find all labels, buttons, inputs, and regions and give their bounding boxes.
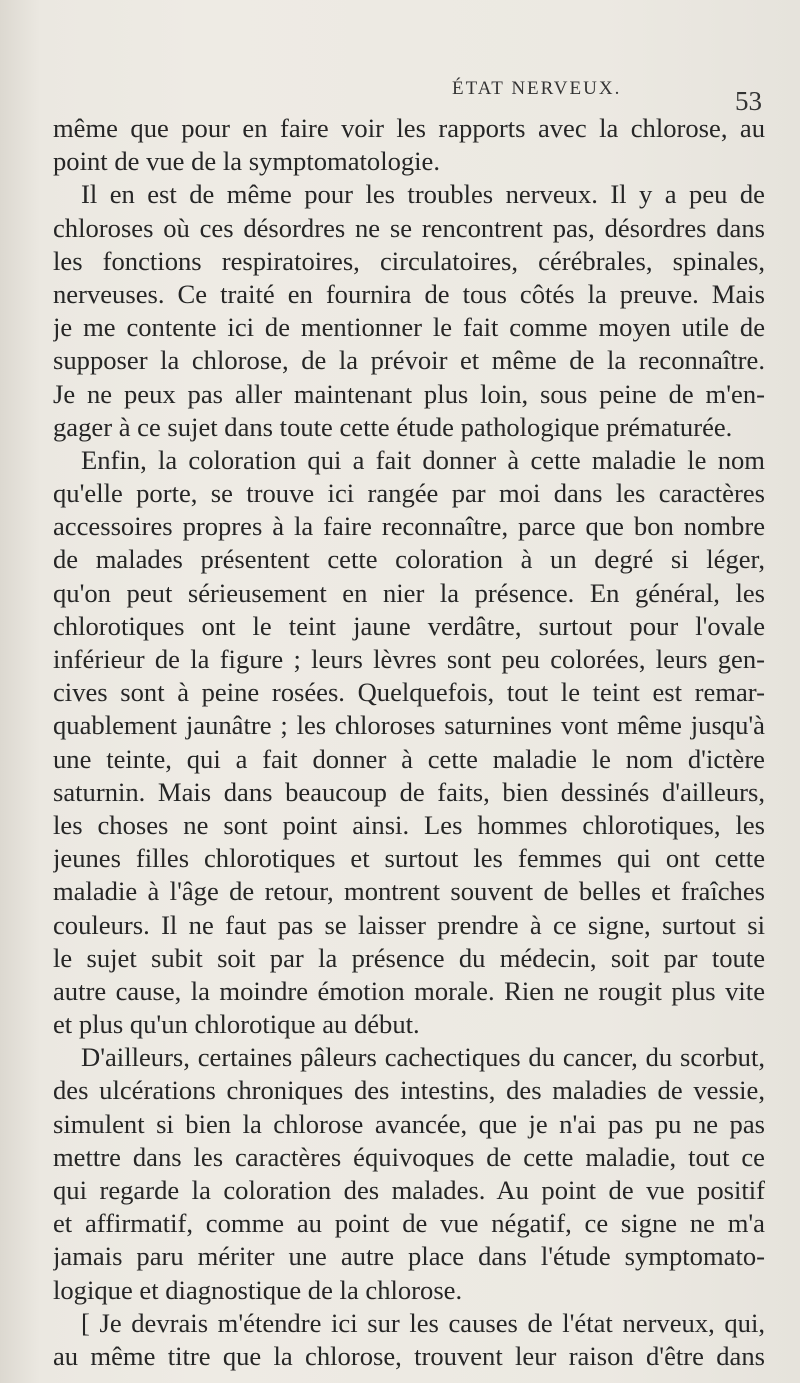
text-line: D'ailleurs, certaines pâleurs cachectiques du cancer, du scorbut, [81,1042,765,1073]
text-line: autre cause, la moindre émotion morale. Rien ne rougit plus vite [53,975,765,1006]
text-line: maladie à l'âge de retour, montrent souvent de belles et fraîches [53,876,765,907]
text-line: Il en est de même pour les troubles nerveux. Il y a peu de [81,179,765,210]
text-line: de malades présentent cette coloration à un degré si léger, [53,544,765,575]
page-number: 53 [735,86,762,116]
text-line: chlorotiques ont le teint jaune verdâtre, surtout pour l'ovale [53,610,765,641]
text-line: jamais paru mériter une autre place dans l'étude symptomato- [53,1241,765,1272]
text-line: gager à ce sujet dans toute cette étude pathologique prématurée. [53,411,733,442]
running-head [0,78,800,114]
text-line: cives sont à peine rosées. Quelquefois, tout le teint est remar- [53,677,765,708]
text-line: inférieur de la figure ; leurs lèvres sont peu colorées, leurs gen- [53,644,765,674]
text-line: accessoires propres à la faire reconnaître, parce que bon nombre [53,511,765,542]
text-line: nerveuses. Ce traité en fournira de tous côtés la preuve. Mais [53,278,765,309]
text-line: simulent si bien la chlorose avancée, que je n'ai pas pu ne pas [53,1108,765,1139]
text-line: le sujet subit soit par la présence du médecin, soit par toute [53,942,765,973]
text-line: même que pour en faire voir les rapports avec la chlorose, au [53,113,765,143]
text-line: point de vue de la symptomatologie. [53,146,441,177]
text-line: les fonctions respiratoires, circulatoires, cérébrales, spinales, [53,245,765,276]
text-line: quablement jaunâtre ; les chloroses saturnines vont même jusqu'à [53,710,765,741]
text-line: des ulcérations chroniques des intestins, des maladies de vessie, [53,1075,765,1106]
text-line: une teinte, qui a fait donner à cette maladie le nom d'ictère [53,743,765,774]
text-line: Je ne peux pas aller maintenant plus loin, sous peine de m'en- [53,378,765,409]
body-text [53,112,765,1373]
text-line: chloroses où ces désordres ne se rencontrent pas, désordres dans [53,212,765,243]
text-line: qu'elle porte, se trouve ici rangée par moi dans les caractères [53,478,765,509]
text-line: au même titre que la chlorose, trouvent leur raison d'être dans [53,1340,765,1371]
text-line: et affirmatif, comme au point de vue négatif, ce signe ne m'a [53,1208,765,1239]
text-line: logique et diagnostique de la chlorose. [53,1274,463,1305]
text-line: [ Je devrais m'étendre ici sur les causes de l'état nerveux, qui, [81,1307,765,1338]
text-line: mettre dans les caractères équivoques de cette maladie, tout ce [53,1141,765,1172]
text-line: Enfin, la coloration qui a fait donner à cette maladie le nom [81,444,765,475]
running-title: ÉTAT NERVEUX. [452,78,622,99]
text-line: saturnin. Mais dans beaucoup de faits, bien dessinés d'ailleurs, [53,776,765,807]
text-line: couleurs. Il ne faut pas se laisser prendre à ce signe, surtout si [53,909,765,940]
text-line: jeunes filles chlorotiques et surtout les femmes qui ont cette [53,843,765,874]
text-line: et plus qu'un chlorotique au début. [53,1009,420,1040]
text-line: les choses ne sont point ainsi. Les hommes chlorotiques, les [53,809,765,840]
text-line: qui regarde la coloration des malades. Au point de vue positif [53,1175,765,1205]
text-line: qu'on peut sérieusement en nier la présence. En général, les [53,577,765,608]
text-line: supposer la chlorose, de la prévoir et même de la reconnaître. [53,345,765,376]
text-line: je me contente ici de mentionner le fait comme moyen utile de [53,312,765,343]
